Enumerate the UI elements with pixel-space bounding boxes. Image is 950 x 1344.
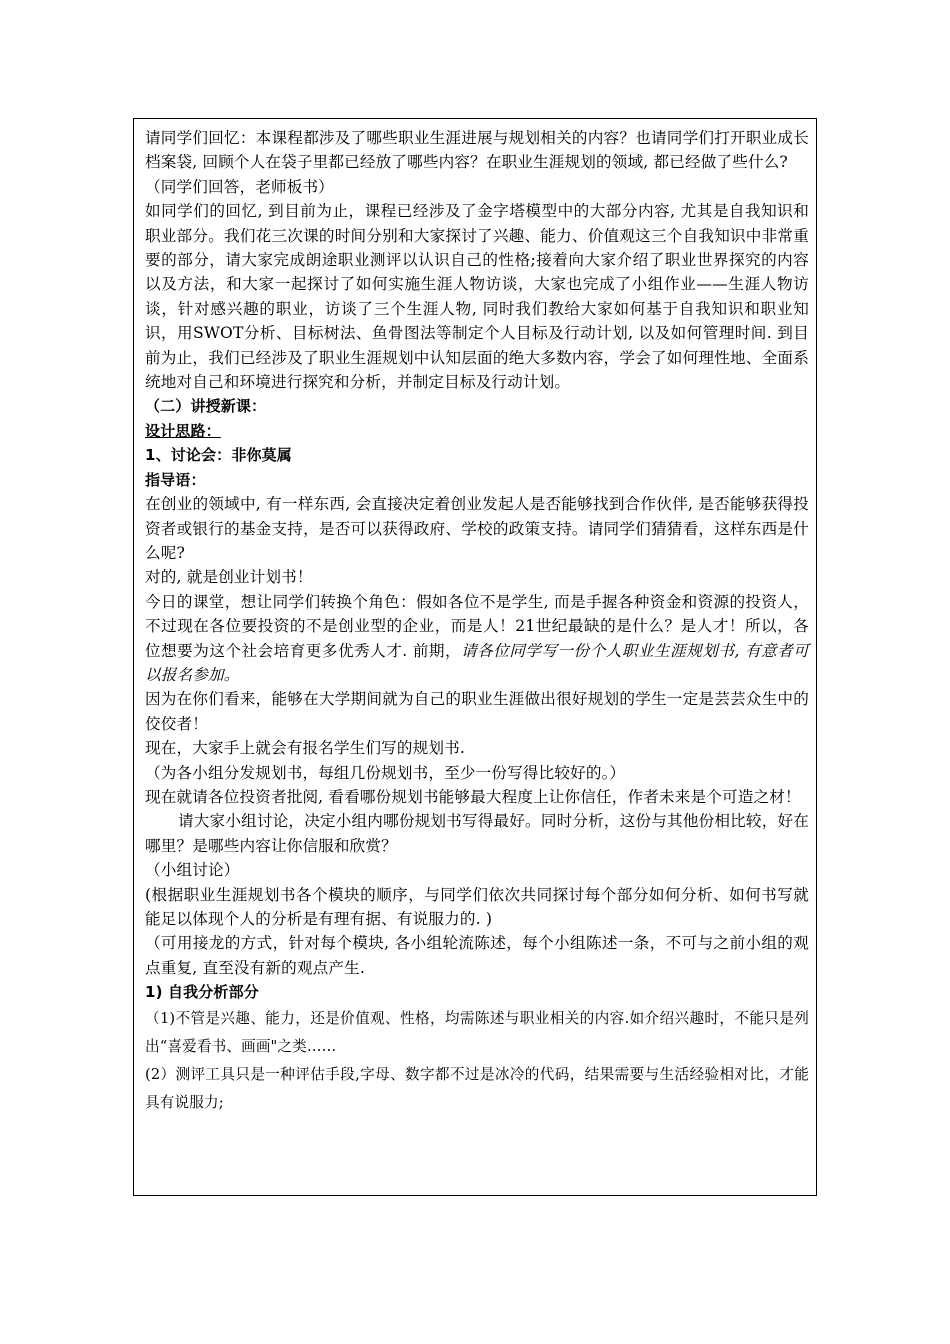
guide-heading: 指导语： [145, 470, 206, 489]
self-analysis-item-1: （1)不管是兴趣、能力，还是价值观、性格，均需陈述与职业相关的内容.如介绍兴趣时，不能只是列出“喜爱看书、画画"之类…… [145, 1009, 809, 1055]
excellence-paragraph: 因为在你们看来，能够在大学期间就为自己的职业生涯做出很好规划的学生一定是芸芸众生中的佼佼者！ [145, 690, 809, 733]
self-analysis-heading: 1) 自我分析部分 [145, 983, 259, 1002]
review-paragraph: 如同学们的回忆, 到目前为止，课程已经涉及了金字塔模型中的大部分内容, 尤其是自我知识和职业部分。我们花三次课的时间分别和大家探讨了兴趣、能力、价值观这三个自我知识中非常重要的部分，请大家完成朗途职业测评以认识自己的性格;接着向大家介绍了职业世界探究的内容以及方法，和大家一起探讨了如何实施生涯人物访谈，大家也完成了小组作业——生涯人物访谈，针对感兴趣的职业，访谈了三个生涯人物, 同时我们教给大家如何基于自我知识和职业知识，用SWOT分析、目标树法、鱼骨图法等制定个人目标及行动计划, 以及如何管理时间. 到目前为止，我们已经涉及了职业生涯规划中认知层面的绝大多数内容，学会了如何理性地、全面系统地对自己和环境进行探究和分析，并制定目标及行动计划。 [145, 202, 809, 392]
review-task-paragraph: 现在就请各位投资者批阅, 看看哪份规划书能够最大程度上让你信任，作者未来是个可造之材！ [145, 787, 801, 806]
role-paragraph [145, 590, 809, 688]
section-heading: （二）讲授新课： [145, 397, 267, 416]
document-frame [133, 118, 817, 1196]
group-discussion-note: （小组讨论） [145, 861, 240, 880]
activity-heading: 1、讨论会：非你莫属 [145, 446, 292, 465]
self-analysis-item-2: (2）测评工具只是一种评估手段,字母、数字都不过是冰冷的代码，结果需要与生活经验相对比，才能具有说服力; [145, 1065, 809, 1111]
intro-paragraph: 请同学们回忆：本课程都涉及了哪些职业生涯进展与规划相关的内容？也请同学们打开职业成长档案袋, 回顾个人在袋子里都已经放了哪些内容？在职业生涯规划的领域, 都已经做了些什么? [145, 129, 809, 172]
group-discussion-paragraph: 请大家小组讨论，决定小组内哪份规划书写得最好。同时分析，这份与其他份相比较，好在哪里？是哪些内容让你信服和欣赏？ [145, 812, 809, 855]
role-paragraph-handwritten: 请各位同学写一份个人职业生涯规划书, 有意者可以报名参加。 [145, 641, 809, 684]
student-answer-note: （同学们回答，老师板书） [145, 177, 334, 196]
design-heading: 设计思路： [145, 421, 221, 440]
relay-method-note: （可用接龙的方式，针对每个模块, 各小组轮流陈述，每个小组陈述一条，不可与之前小组的观点重复, 直至没有新的观点产生. [145, 934, 809, 977]
role-paragraph-text: 今日的课堂，想让同学们转换个角色：假如各位不是学生, 而是手握各种资金和资源的投资人，不过现在各位要投资的不是创业型的企业，而是人！21世纪最缺的是什么？是人才！所以，各位想要为这个社会培育更多优秀人才. 前期， [145, 592, 809, 660]
guide-paragraph: 在创业的领域中, 有一样东西, 会直接决定着创业发起人是否能够找到合作伙伴, 是否能够获得投资者或银行的基金支持，是否可以获得政府、学校的政策支持。请同学们猜猜看，这样东西是什么呢? [145, 495, 809, 562]
module-discussion-note: (根据职业生涯规划书各个模块的顺序，与同学们依次共同探讨每个部分如何分析、如何书写就能足以体现个人的分析是有理有据、有说服力的. ) [145, 885, 809, 928]
document-body [145, 126, 809, 1117]
distribution-note: （为各小组分发规划书，每组几份规划书，至少一份写得比较好的。） [145, 763, 626, 782]
guide-answer: 对的, 就是创业计划书！ [145, 568, 313, 587]
plans-ready-paragraph: 现在，大家手上就会有报名学生们写的规划书. [145, 739, 465, 758]
